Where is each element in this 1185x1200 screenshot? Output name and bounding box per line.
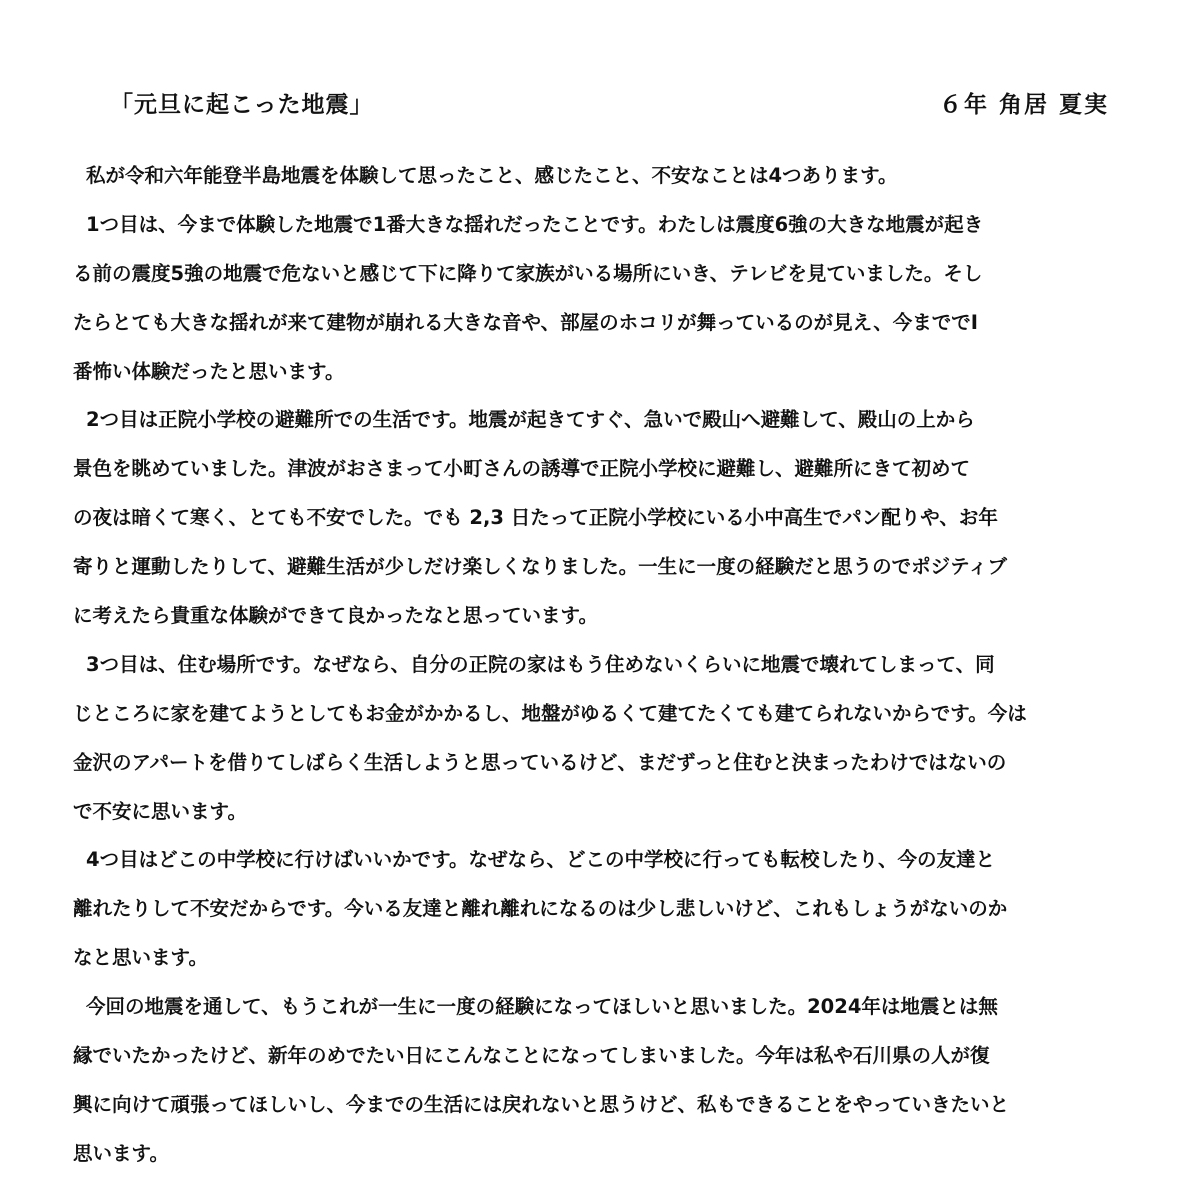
paragraph-conclusion-line: 思います。 <box>73 1141 169 1165</box>
essay-body <box>73 152 1117 1179</box>
paragraph-1-line: る前の震度5強の地震で危ないと感じて下に降りて家族がいる場所にいき、テレビを見ていました。そし <box>73 261 983 285</box>
paragraph-2-line: に考えたら貴重な体験ができて良かったなと思っています。 <box>73 604 598 628</box>
paragraph-conclusion-line: 縁でいたかったけど、新年のめでたい日にこんなことになってしまいました。今年は私や石川県の人が復 <box>73 1044 990 1068</box>
essay-title: 「元旦に起こった地震」 <box>110 92 374 118</box>
paragraph-2-line: 景色を眺めていました。津波がおさまって小町さんの誘導で正院小学校に避難し、避難所にきて初めて <box>73 457 971 481</box>
author-name: ６年 角居 夏実 <box>938 92 1109 118</box>
paragraph-1-line: 番怖い体験だったと思います。 <box>73 359 345 383</box>
paragraph-conclusion-line: 興に向けて頑張ってほしいし、今までの生活には戻れないと思うけど、私もできることをやっていきたいと <box>73 1092 1010 1116</box>
paragraph-1-line: たらとても大きな揺れが来て建物が崩れる大きな音や、部屋のホコリが舞っているのが見え、今まででI <box>73 310 979 334</box>
paragraph-intro-line: 私が令和六年能登半島地震を体験して思ったこと、感じたこと、不安なことは4つあります。 <box>86 164 898 187</box>
paragraph-3-line: じところに家を建てようとしてもお金がかかるし、地盤がゆるくて建てたくても建てられないからです。今は <box>73 701 1027 725</box>
paragraph-2-line: の夜は暗くて寒く、とても不安でした。でも 2,3 日たって正院小学校にいる小中高生でパン配りや、お年 <box>73 506 998 530</box>
paragraph-4-line: なと思います。 <box>73 946 208 970</box>
paragraph-conclusion-line: 今回の地震を通して、もうこれが一生に一度の経験になってほしいと思いました。2024年は地震とは無 <box>86 995 998 1019</box>
paragraph-3-line: 金沢のアパートを借りてしばらく生活しようと思っているけど、まだずっと住むと決まったわけではないの <box>73 750 1007 774</box>
paragraph-4-line: 離れたりして不安だからです。今いる友達と離れ離れになるのは少し悲しいけど、これもしょうがないのか <box>73 897 1008 921</box>
paragraph-2-line: 2つ目は正院小学校の避難所での生活です。地震が起きてすぐ、急いで殿山へ避難して、殿山の上から <box>86 408 975 432</box>
paragraph-3-line: 3つ目は、住む場所です。なぜなら、自分の正院の家はもう住めないくらいに地震で壊れてしまって、同 <box>86 652 995 676</box>
paragraph-1-line: 1つ目は、今まで体験した地震で1番大きな揺れだったことです。わたしは震度6強の大きな地震が起き <box>86 212 984 236</box>
paragraph-2-line: 寄りと運動したりして、避難生活が少しだけ楽しくなりました。一生に一度の経験だと思うのでポジティブ <box>73 555 1008 579</box>
paragraph-3-line: で不安に思います。 <box>73 799 247 823</box>
paragraph-4-line: 4つ目はどこの中学校に行けばいいかです。なぜなら、どこの中学校に行っても転校したり、今の友達と <box>86 848 996 872</box>
